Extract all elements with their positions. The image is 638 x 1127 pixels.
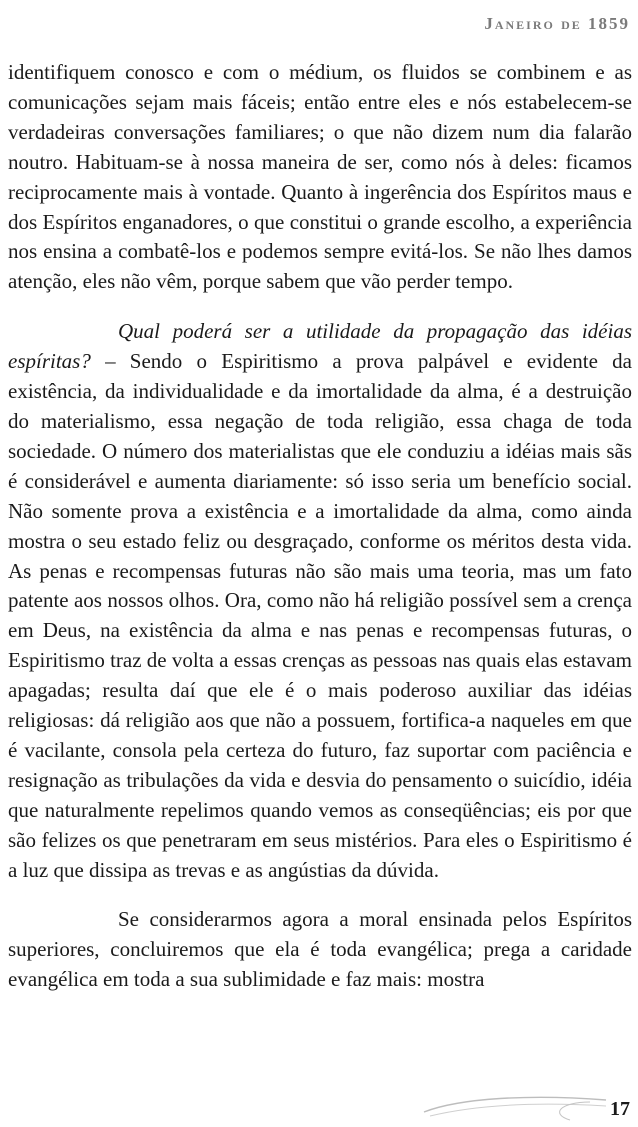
paragraph-1: identifiquem conosco e com o médium, os fluidos se combinem e as comunicações sejam mais fáceis; então entre eles e nós estabelecem-se verdadeiras conversações familiares; o que não dizem num dia falarão noutro. Habituam-se à nossa maneira de ser, como nós à deles: ficamos reciprocamente mais à vontade. Quanto à ingerência dos Espíritos maus e dos Espíritos enganadores, o que constitui o grande escolho, a experiência nos ensina a combatê-los e podemos sempre evitá-los. Se não lhes damos atenção, eles não vêm, porque sabem que vão perder tempo. [8, 60, 632, 294]
answer-text: – Sendo o Espiritismo a prova palpável e evidente da existência, da individualidade e da imortalidade da alma, é a destruição do materialismo, essa negação de toda religião, essa chaga de toda sociedade. O número dos materialistas que ele conduziu a idéias mais sãs é considerável e aumenta diariamente: só isso seria um benefício social. Não somente prova a existência e a imortalidade da alma, como ainda mostra o seu estado feliz ou desgraçado, conforme os méritos desta vida. As penas e recompensas futuras não são mais uma teoria, mas um fato patente aos nossos olhos. Ora, como não há religião possível sem a crença em Deus, na existência da alma e nas penas e recompensas futuras, o Espiritismo traz de volta a essas crenças as pessoas nas quais elas estavam apagadas; resulta daí que ele é o mais poderoso auxiliar das idéias religiosas: dá religião aos que não a possuem, fortifica-a naqueles em que é vacilante, consola pela certeza do futuro, faz suportar com paciência e resignação as tribulações da vida e desvia do pensamento o suicídio, idéia que naturalmente repelimos quando vemos as conseqüências; eis por que são felizes os que penetraram em seus mistérios. Para eles o Espiritismo é a luz que dissipa as trevas e as angústias da dúvida. [8, 349, 632, 882]
question-text: Qual poderá ser a utilidade da propagação das idéias espíritas? [8, 319, 632, 374]
page-number: 17 [610, 1098, 630, 1120]
running-header: Janeiro de 1859 [484, 14, 630, 33]
paragraph-2 [8, 317, 632, 885]
paragraph-3: Se considerarmos agora a moral ensinada pelos Espíritos superiores, concluiremos que ela é toda evangélica; prega a caridade evangélica em toda a sua sublimidade e faz mais: mostra [8, 907, 632, 992]
body-text [8, 58, 632, 995]
swoosh-ornament [420, 1090, 610, 1126]
